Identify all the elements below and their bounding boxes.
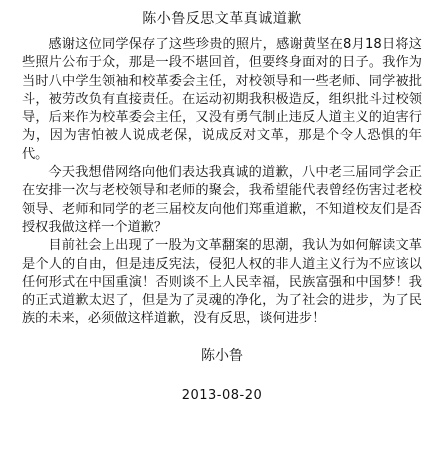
date: 2013-08-20 <box>181 387 263 403</box>
paragraph-3: 目前社会上出现了一股为文革翻案的思潮，我认为如何解读文革是个人的自由，但是违反宪法，侵犯人权的非人道主义行为不应该以任何形式在中国重演！否则谈不上人民幸福，民族富强和中国梦！我的正式道歉太迟了，但是为了灵魂的净化，为了社会的进步，为了民族的未来，必须做这样道歉，没有反思，谈何进步！ <box>22 238 422 327</box>
document-title: 陈小鲁反思文革真诚道歉 <box>142 11 302 27</box>
paragraph-2: 今天我想借网络向他们表达我真诚的道歉，八中老三届同学会正在安排一次与老校领导和老师的聚会，我希望能代表曾经伤害过老校领导、老师和同学的老三届校友向他们郑重道歉，不知道校友们是否授权我做这样一个道歉？ <box>22 165 422 235</box>
signature: 陈小鲁 <box>201 347 243 364</box>
paragraph-1: 感谢这位同学保存了这些珍贵的照片，感谢黄坚在8月18日将这些照片公布于众，那是一段不堪回首，但要终身面对的日子。我作为当时八中学生领袖和校革委会主任，对校领导和一些老师、同学被批斗，被劳改负有直接责任。在运动初期我积极造反，组织批斗过校领导，后来作为校革委会主任，又没有勇气制止违反人道主义的迫害行为，因为害怕被人说成老保，说成反对文革，那是个令人恐惧的年代。 <box>22 37 422 162</box>
